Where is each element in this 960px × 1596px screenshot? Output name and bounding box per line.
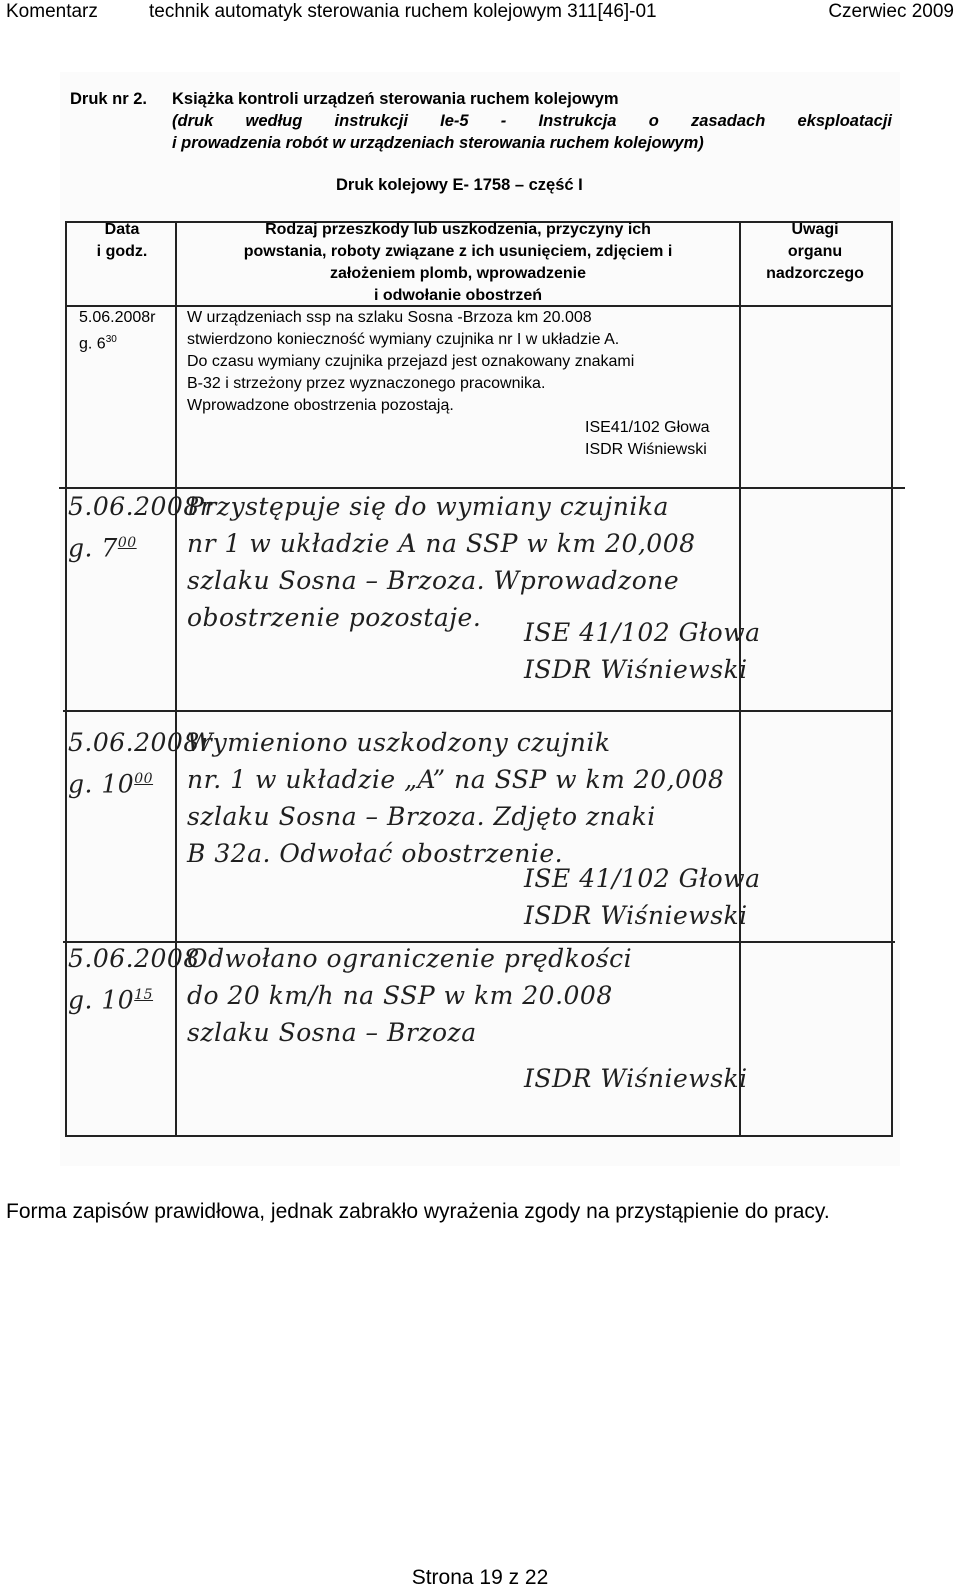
entry-date: 5.06.2008r	[79, 309, 156, 326]
time-prefix: g. 7	[68, 533, 118, 563]
signature: ISDR Wiśniewski	[524, 901, 748, 930]
entry-line: do 20 km/h na SSP w km 20.008	[187, 981, 613, 1010]
column-header-remarks	[741, 219, 889, 285]
entry-line: Wprowadzone obostrzenia pozostają.	[187, 397, 454, 414]
signature: ISDR Wiśniewski	[524, 1064, 748, 1093]
header-line: i odwołanie obostrzeń	[373, 287, 542, 304]
entry-date: 5.06.2008	[68, 944, 200, 973]
entry-4-text	[187, 940, 632, 1051]
header-line: Uwagi	[791, 221, 839, 238]
form-name: Druk kolejowy E- 1758 – część I	[336, 176, 583, 194]
page-footer: Strona 19 z 22	[411, 1566, 549, 1589]
time-sup: 00	[117, 535, 137, 551]
column-header-description	[177, 219, 739, 307]
column-header-date	[67, 219, 177, 263]
time-prefix: g. 10	[68, 769, 135, 799]
entry-line: Wymieniono uszkodzony czujnik	[187, 728, 611, 757]
header-line: Rodzaj przeszkody lub uszkodzenia, przyczyny ich	[265, 221, 651, 238]
entry-date: 5.06.2008r	[68, 728, 213, 757]
header-center: technik automatyk sterowania ruchem kolejowym 311[46]-01	[149, 1, 657, 22]
entry-line: szlaku Sosna – Brzoza	[187, 1018, 477, 1047]
header-line: powstania, roboty związane z ich usunięciem, zdjęciem i	[243, 243, 673, 260]
header-line: założeniem plomb, wprowadzenie	[329, 265, 587, 282]
entry-line: W urządzeniach ssp na szlaku Sosna -Brzoza km 20.008	[187, 309, 592, 326]
form-note-line2: i prowadzenia robót w urządzeniach sterowania ruchem kolejowym)	[172, 134, 704, 152]
entry-date: 5.06.2008r	[68, 492, 213, 521]
signature: ISDR Wiśniewski	[524, 655, 748, 684]
entry-time	[68, 977, 200, 1018]
entry-4-signatures	[524, 1060, 748, 1097]
entry-3-text	[187, 724, 724, 872]
signature: ISDR Wiśniewski	[585, 441, 707, 458]
header-left: Komentarz	[6, 1, 98, 22]
entry-line: obostrzenie pozostaje.	[187, 603, 482, 632]
time-prefix: g. 6	[79, 335, 106, 353]
entry-line: stwierdzono konieczność wymiany czujnika nr I w układzie A.	[187, 331, 620, 348]
entry-3-signatures	[524, 860, 761, 934]
comment-text: Forma zapisów prawidłowa, jednak zabrakło wyrażenia zgody na przystąpienie do pracy.	[6, 1200, 830, 1223]
header-line: nadzorczego	[766, 265, 864, 282]
entry-4-date	[68, 940, 200, 1018]
entry-1-text	[187, 307, 634, 417]
entry-line: B-32 i strzeżony przez wyznaczonego pracownika.	[187, 375, 546, 392]
form-title: Książka kontroli urządzeń sterowania ruchem kolejowym	[172, 90, 619, 108]
entry-2-signatures	[524, 614, 761, 688]
signature: ISE41/102 Głowa	[585, 419, 710, 436]
entry-line: Odwołano ograniczenie prędkości	[187, 944, 633, 973]
time-sup: 00	[134, 771, 154, 787]
header-line: Data	[104, 221, 140, 238]
entry-time	[79, 329, 156, 355]
form-note-line1: (druk według instrukcji Ie-5 - Instrukcja o zasadach eksploatacji	[172, 112, 892, 130]
page-header	[6, 1, 954, 23]
entry-1-date	[79, 307, 156, 355]
entry-line: Przystępuje się do wymiany czujnika	[187, 492, 669, 521]
entry-line: Do czasu wymiany czujnika przejazd jest oznakowany znakami	[187, 353, 635, 370]
entry-line: szlaku Sosna – Brzoza. Zdjęto znaki	[187, 802, 656, 831]
form-label: Druk nr 2.	[70, 90, 148, 108]
signature: ISE 41/102 Głowa	[524, 864, 761, 893]
time-prefix: g. 10	[68, 985, 135, 1015]
entry-line: nr. 1 w układzie „A” na SSP w km 20,008	[187, 765, 725, 794]
entry-line: szlaku Sosna – Brzoza. Wprowadzone	[187, 566, 680, 595]
header-right: Czerwiec 2009	[828, 1, 954, 22]
entry-line: nr 1 w układzie A na SSP w km 20,008	[187, 529, 696, 558]
row-divider	[63, 710, 891, 712]
entry-line: B 32a. Odwołać obostrzenie.	[187, 839, 564, 868]
header-line: i godz.	[96, 243, 148, 260]
signature: ISE 41/102 Głowa	[524, 618, 761, 647]
time-sup: 15	[134, 987, 154, 1003]
time-sup: 30	[105, 334, 117, 345]
entry-1-signatures	[585, 417, 710, 461]
header-line: organu	[787, 243, 843, 260]
